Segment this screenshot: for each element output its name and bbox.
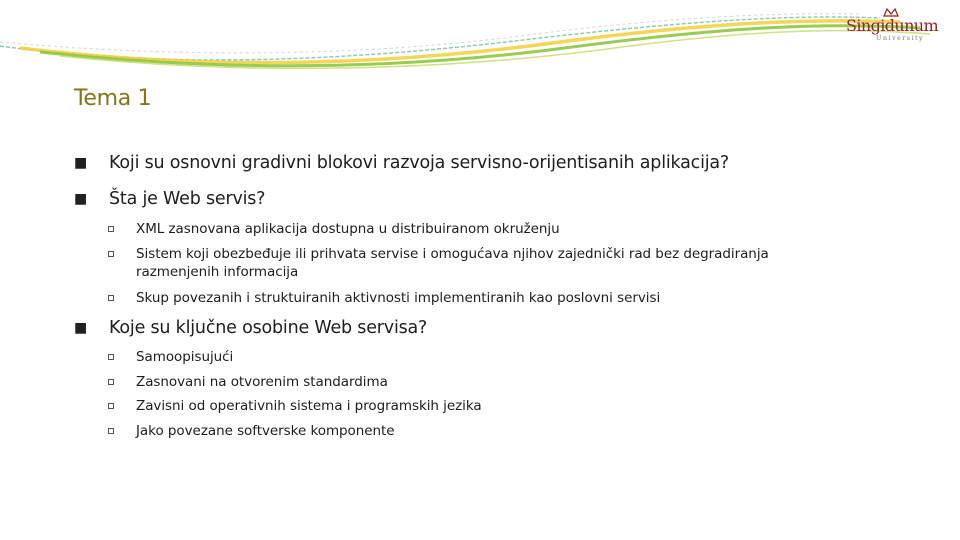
question-text: Šta je Web servis? xyxy=(109,189,266,209)
bullet-hollow-square-icon xyxy=(108,295,114,301)
singidunum-logo xyxy=(836,10,946,42)
sub-item-text: XML zasnovana aplikacija dostupna u distribuiranom okruženju xyxy=(136,221,560,237)
bullet-hollow-square-icon xyxy=(108,403,114,409)
bullet-square-icon: ■ xyxy=(74,320,88,336)
slide-title: Tema 1 xyxy=(74,86,152,111)
sub-item-text: Zavisni od operativnih sistema i programskih jezika xyxy=(136,398,482,414)
bullet-hollow-square-icon xyxy=(108,379,114,385)
bullet-square-icon: ■ xyxy=(74,155,88,171)
sub-item-text: Skup povezanih i struktuiranih aktivnosti implementiranih kao poslovni servisi xyxy=(136,290,661,306)
bullet-hollow-square-icon xyxy=(108,251,114,257)
logo-subtitle: University xyxy=(876,34,925,42)
sub-item-text: Zasnovani na otvorenim standardima xyxy=(136,374,388,390)
bullet-hollow-square-icon xyxy=(108,428,114,434)
logo-name: Singidunum xyxy=(846,16,939,35)
bullet-hollow-square-icon xyxy=(108,226,114,232)
header-swoosh-decoration xyxy=(0,0,960,80)
sub-item-text: razmenjenih informacija xyxy=(136,264,299,280)
bullet-hollow-square-icon xyxy=(108,354,114,360)
sub-item-text: Jako povezane softverske komponente xyxy=(136,423,395,439)
question-text: Koji su osnovni gradivni blokovi razvoja servisno-orijentisanih aplikacija? xyxy=(109,153,730,173)
sub-item-text: Samoopisujući xyxy=(136,349,234,365)
bullet-square-icon: ■ xyxy=(74,191,88,207)
sub-item-text: Sistem koji obezbeđuje ili prihvata servise i omogućava njihov zajednički rad bez degradiranja xyxy=(136,246,769,262)
question-text: Koje su ključne osobine Web servisa? xyxy=(109,318,428,338)
